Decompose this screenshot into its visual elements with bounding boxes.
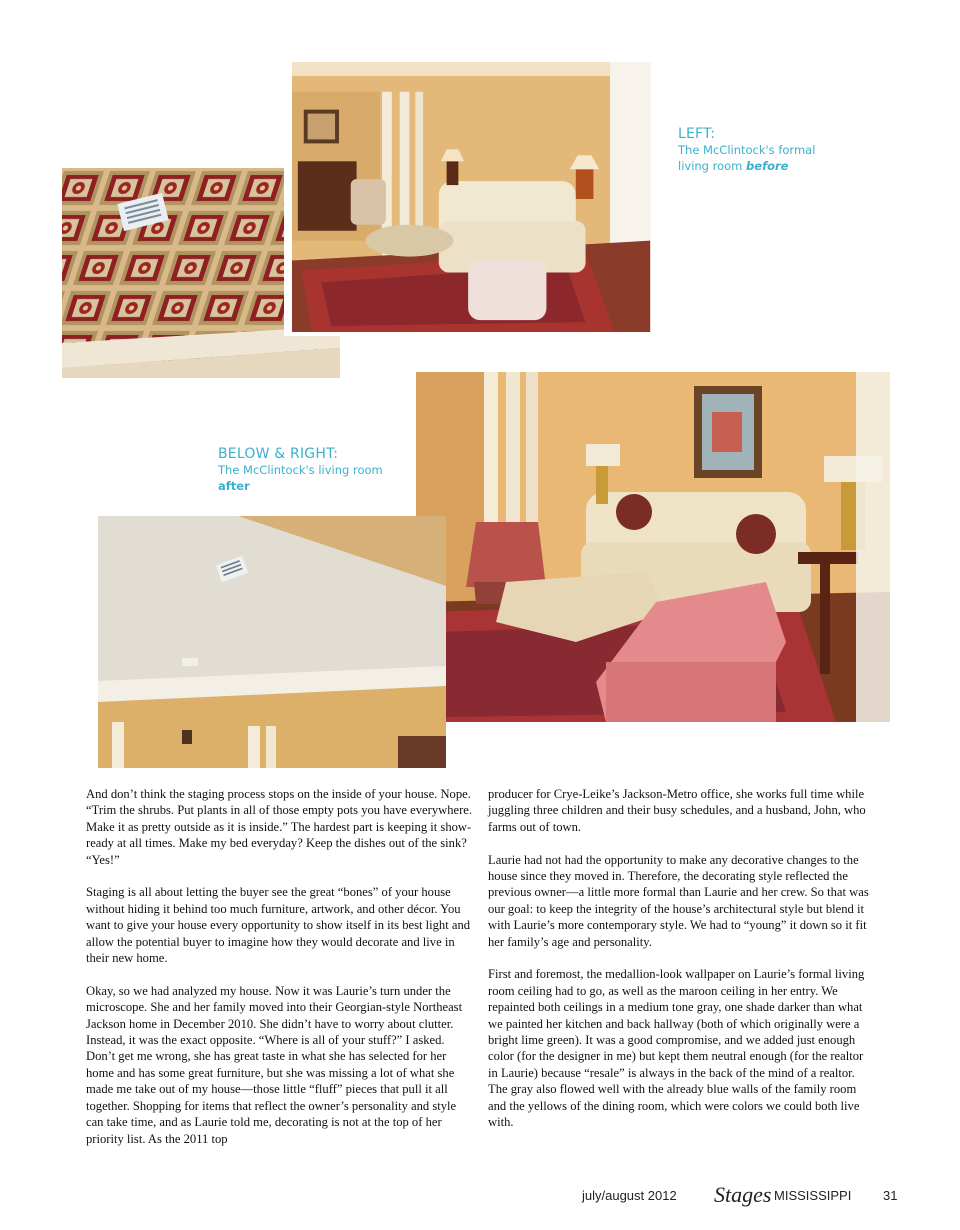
magazine-logo: Stages — [714, 1182, 772, 1207]
article-paragraph: First and foremost, the medallion-look wallpaper on Laurie’s formal living room ceiling had to go, as well as the maroon ceiling in her entry. We repainted both ceilings in a medium tone gray, one shade darker than what we painted her kitchen and back hallway (both of which originally were a bright lime green). It was a good compromise, and we added just enough color (for the designer in me) but kept them neutral enough (for the realtor in Laurie) because “resale” is always in the back of the mind of a realtor. The gray also flowed well with the already blue walls of the family room and the yellows of the dining room, which were colors we could both live with. — [488, 967, 865, 1130]
caption-before — [678, 126, 878, 174]
article-paragraph: And don’t think the staging process stops on the inside of your house. Nope. “Trim the shrubs. Put plants in all of those empty pots you have everywhere. Make it as pretty outside as it is inside.” The hardest part is keeping it show-ready at all times. Make my bed everyday? Keep the dishes out of the sink? “Yes!” — [86, 787, 473, 867]
page-footer — [580, 1184, 920, 1210]
caption-after-line1: The McClintock's living room — [218, 463, 383, 477]
caption-after-heading: BELOW & RIGHT: — [218, 446, 339, 462]
caption-before-line2: living room — [678, 159, 747, 173]
caption-before-heading: LEFT: — [678, 126, 716, 142]
page-number: 31 — [883, 1188, 898, 1203]
magazine-state: MISSISSIPPI — [774, 1188, 852, 1203]
article-column-1 — [86, 786, 474, 1163]
article-column-2 — [488, 786, 876, 1147]
caption-after-emphasis: after — [218, 479, 250, 493]
caption-after — [218, 446, 408, 494]
article-paragraph: Staging is all about letting the buyer see the great “bones” of your house without hiding it behind too much furniture, artwork, and other décor. You want to give your house every opportunity to show itself in its best light and allow the potential buyer to imagine how they would decorate and live in their new home. — [86, 885, 471, 966]
article-paragraph: producer for Crye-Leike’s Jackson-Metro office, she works full time while juggling three children and their busy schedules, and a husband, John, who farms out of town. — [488, 787, 866, 834]
ceiling-after-photo — [98, 516, 446, 768]
caption-before-line1: The McClintock's formal — [678, 143, 816, 157]
article-paragraph: Laurie had not had the opportunity to make any decorative changes to the house since they moved in. Therefore, the decorating style reflected the previous owner—a little more formal than Laurie and her crew. So that was our goal: to keep the integrity of the house’s architectural style but blend it with Laurie’s more contemporary style. We had to “young” it down so it fit her family’s age and personality. — [488, 852, 869, 949]
living-room-after-photo — [416, 372, 890, 722]
article-paragraph: Okay, so we had analyzed my house. Now it was Laurie’s turn under the microscope. She and her family moved into their Georgian-style Northeast Jackson home in December 2010. She didn’t have to worry about clutter. Instead, it was the exact opposite. “Where is all of your stuff?” I asked. Don’t get me wrong, she has great taste in what she has selected for her home and has some great furniture, but she was missing a lot of what she made me take out of my house—those little “fluff” pieces that pull it all together. Shopping for items that reflect the owner’s personality and style can take time, and as Laurie told me, decorating is not at the top of her priority list. As the 2011 top — [86, 983, 463, 1146]
living-room-before-photo — [284, 62, 658, 336]
caption-before-emphasis: before — [746, 159, 789, 173]
issue-date: july/august 2012 — [582, 1188, 677, 1203]
